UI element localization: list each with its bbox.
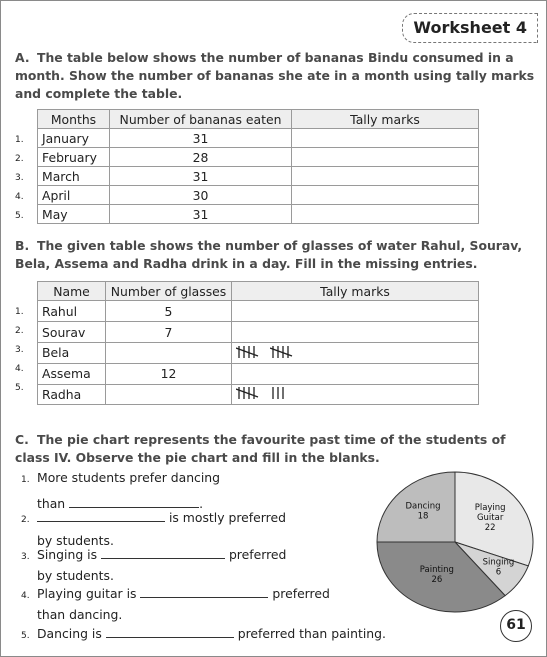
section-c-question [15,431,536,467]
row-number: 4. [15,192,24,202]
question-item-4 [21,585,330,624]
table-row [38,129,479,148]
month-cell: February [38,148,110,167]
table-row [38,363,479,384]
section-b-letter: B. [15,238,30,253]
banana-table [37,109,479,224]
header-tally: Tally marks [232,282,479,301]
section-b-question [15,237,536,273]
header-tally: Tally marks [292,110,479,129]
table-row [38,343,479,364]
item-number: 2. [21,515,30,525]
name-cell: Sourav [38,322,106,343]
month-cell: January [38,129,110,148]
row-number: 1. [15,135,24,145]
tally-cell[interactable] [292,205,479,224]
table-row [38,186,479,205]
table-row [38,322,479,343]
answer-blank[interactable] [69,496,199,508]
row-number: 1. [15,307,24,317]
tally-cell [232,343,479,364]
row-number: 5. [15,211,24,221]
tally-cell[interactable] [292,148,479,167]
question-item-1 [21,469,220,513]
tally-group [270,385,294,401]
item-text: Singing is [37,547,98,562]
item-number: 5. [21,631,30,641]
item-text: by students. [37,568,114,583]
row-number: 2. [15,326,24,336]
pie-label-singing: Singing 6 [482,557,515,578]
table-row [38,384,479,405]
section-a-letter: A. [15,50,30,65]
value-cell[interactable] [106,384,232,405]
question-item-2 [21,509,286,550]
item-text: Playing guitar is [37,586,137,601]
worksheet-tag: Worksheet 4 [402,13,538,43]
name-cell: Bela [38,343,106,364]
banana-table-header [38,110,479,129]
pie-label-painting: Painting 26 [419,564,454,585]
row-number: 5. [15,383,24,393]
item-number: 4. [21,591,30,601]
value-cell: 31 [110,167,292,186]
header-bananas: Number of bananas eaten [110,110,292,129]
section-a-question [15,49,536,103]
pie-label-playing-guitar: Playing Guitar 22 [474,502,506,533]
item-text: than [37,496,66,511]
tally-group-five [236,344,260,360]
tally-cell[interactable] [292,129,479,148]
item-text: than dancing. [37,607,123,622]
item-text: preferred [228,547,287,562]
row-number: 4. [15,364,24,374]
item-text: . [199,496,204,511]
item-text: by students. [37,533,114,548]
value-cell: 31 [110,205,292,224]
section-c-text: The pie chart represents the favourite past time of the students of class IV. Observe the pie chart and fill in the blanks. [15,432,506,465]
pie-chart [372,467,538,617]
glasses-table-header [38,282,479,301]
tally-group-five [270,344,294,360]
tally-cell[interactable] [232,301,479,322]
tally-cell [232,384,479,405]
name-cell: Assema [38,363,106,384]
tally-cell[interactable] [232,363,479,384]
month-cell: May [38,205,110,224]
item-number: 3. [21,552,30,562]
value-cell: 31 [110,129,292,148]
month-cell: March [38,167,110,186]
item-text: is mostly preferred [168,510,286,525]
name-cell: Radha [38,384,106,405]
tally-cell[interactable] [292,186,479,205]
item-text: preferred [272,586,330,601]
header-months: Months [38,110,110,129]
section-c-letter: C. [15,432,29,447]
table-row [38,205,479,224]
table-row [38,148,479,167]
table-row [38,301,479,322]
answer-blank[interactable] [140,586,268,598]
value-cell: 7 [106,322,232,343]
page-number: 61 [500,610,532,642]
tally-cell[interactable] [232,322,479,343]
pie-label-dancing: Dancing 18 [405,501,441,522]
value-cell[interactable] [106,343,232,364]
glasses-table [37,281,479,405]
item-text: More students prefer dancing [37,470,221,485]
question-item-3 [21,546,286,585]
row-number: 2. [15,154,24,164]
value-cell: 12 [106,363,232,384]
section-b-text: The given table shows the number of glasses of water Rahul, Sourav, Bela, Assema and Radha drink in a day. Fill in the missing entries. [15,238,523,271]
question-item-5 [21,625,386,645]
tally-cell[interactable] [292,167,479,186]
header-glasses: Number of glasses [106,282,232,301]
table-row [38,167,479,186]
value-cell: 5 [106,301,232,322]
row-number: 3. [15,173,24,183]
item-text: Dancing is [37,626,102,641]
month-cell: April [38,186,110,205]
value-cell: 28 [110,148,292,167]
answer-blank[interactable] [101,547,225,559]
section-a-text: The table below shows the number of bananas Bindu consumed in a month. Show the number of bananas she ate in a month using tally marks and complete the table. [15,50,535,101]
answer-blank[interactable] [106,626,234,638]
answer-blank[interactable] [37,510,165,522]
header-name: Name [38,282,106,301]
name-cell: Rahul [38,301,106,322]
row-number: 3. [15,345,24,355]
tally-group-five [236,385,260,401]
item-number: 1. [21,475,30,485]
value-cell: 30 [110,186,292,205]
item-text: preferred than painting. [237,626,386,641]
